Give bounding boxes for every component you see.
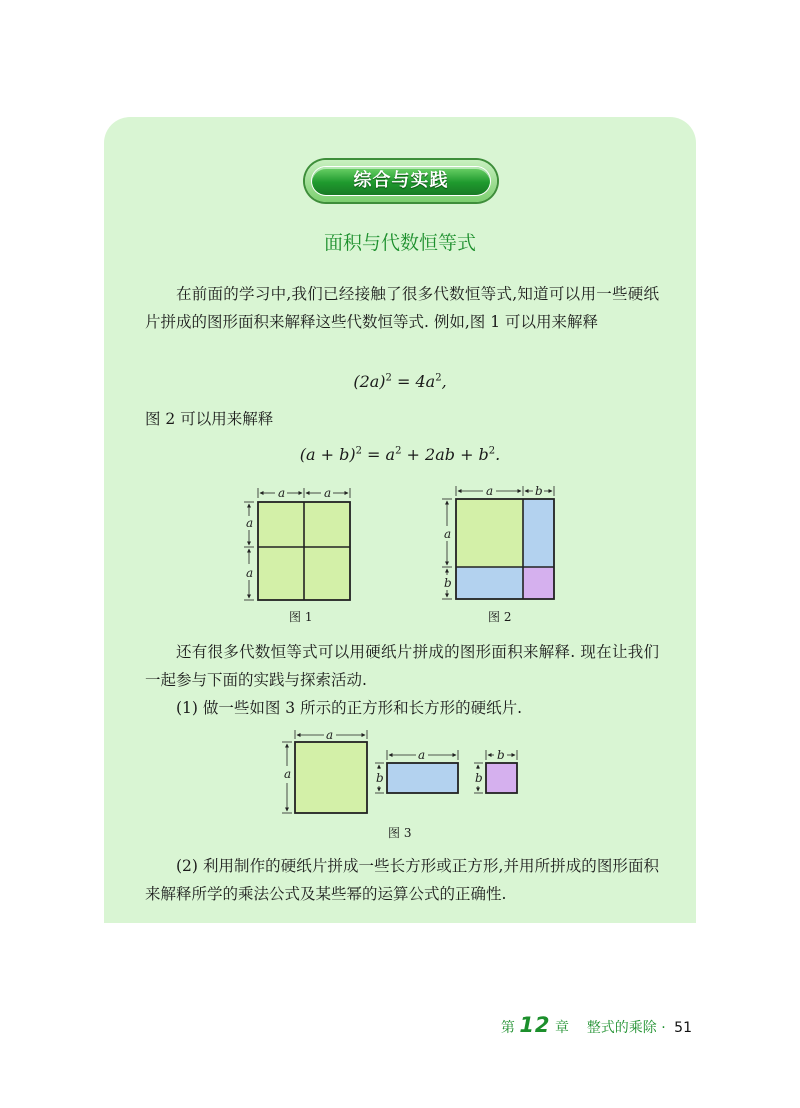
figure-2 [438, 484, 568, 604]
formula-1 [0, 372, 800, 391]
formula-2-rhs2: + 2ab + b [401, 445, 489, 464]
fig1-label-a-top2: a [324, 486, 332, 500]
fig2-square-b [523, 567, 554, 599]
section-title: 面积与代数恒等式 [323, 232, 476, 254]
fig1-caption: 图 1 [289, 610, 313, 624]
fig3-square-b [486, 763, 517, 793]
page-footer [501, 1013, 692, 1037]
formula-2-rhs: = a [361, 445, 396, 464]
footer-separator: · [661, 1020, 666, 1036]
footer-chapter-number: 12 [519, 1013, 551, 1037]
formula-2 [0, 445, 800, 464]
fig2-intro: 图 2 可以用来解释 [145, 410, 274, 428]
page-number: 51 [674, 1020, 692, 1036]
fig2-rect-ab-right [523, 499, 554, 567]
intro-paragraph: 在前面的学习中,我们已经接触了很多代数恒等式,知道可以用一些硬纸片拼成的图形面积来解释这些代数恒等式. 例如,图 1 可以用来解释 [145, 285, 659, 331]
footer-chapter-suffix: 章 [555, 1020, 569, 1036]
fig3-caption: 图 3 [388, 826, 412, 840]
fig2-square-a [456, 499, 523, 567]
footer-chapter-title: 整式的乘除 [586, 1020, 657, 1036]
fig2-label-a-top: a [486, 484, 494, 498]
formula-2-exp3: 2 [488, 445, 496, 457]
fig3-square-a-top-label: a [326, 728, 334, 742]
step-2: (2) 利用制作的硬纸片拼成一些长方形或正方形,并用所拼成的图形面积来解释所学的乘法公式及某些幂的运算公式的正确性. [145, 857, 659, 903]
footer-chapter-prefix: 第 [500, 1020, 515, 1036]
formula-2-end: . [495, 445, 501, 464]
fig1-label-a-top1: a [278, 486, 286, 500]
fig3-rect-a-label: a [418, 748, 426, 762]
fig2-caption: 图 2 [488, 610, 512, 624]
fig1-label-a-left2: a [246, 566, 254, 580]
formula-1-exp: 2 [385, 372, 392, 384]
fig3-square-a-left-label: a [284, 767, 292, 781]
banner-label: 综合与实践 [312, 167, 490, 195]
fig1-label-a-left1: a [246, 516, 254, 530]
formula-1-rhs: = 4a [391, 372, 436, 391]
more-paragraph: 还有很多代数恒等式可以用硬纸片拼成的图形面积来解释. 现在让我们一起参与下面的实践与探索活动. [145, 643, 659, 689]
formula-2-lhs: (a + b) [299, 445, 356, 464]
fig2-label-a-left: a [444, 527, 452, 541]
fig3-square-b-top-label: b [497, 748, 505, 762]
figure-3 [278, 728, 528, 820]
formula-2-exp: 2 [355, 445, 362, 457]
formula-2-exp2: 2 [395, 445, 402, 457]
fig3-square-a [295, 742, 367, 813]
fig2-rect-ab-bottom [456, 567, 523, 599]
fig2-label-b-left: b [444, 576, 452, 590]
fig3-rect-b-label: b [376, 771, 384, 785]
fig3-rect-ab [387, 763, 458, 793]
section-banner [305, 160, 497, 202]
fig2-label-b-top: b [535, 484, 543, 498]
step-1: (1) 做一些如图 3 所示的正方形和长方形的硬纸片. [176, 699, 523, 717]
formula-1-exp2: 2 [435, 372, 442, 384]
formula-1-lhs: (2a) [353, 372, 386, 391]
formula-1-end: , [441, 372, 447, 391]
figure-1 [240, 484, 360, 604]
fig3-square-b-left-label: b [475, 771, 483, 785]
